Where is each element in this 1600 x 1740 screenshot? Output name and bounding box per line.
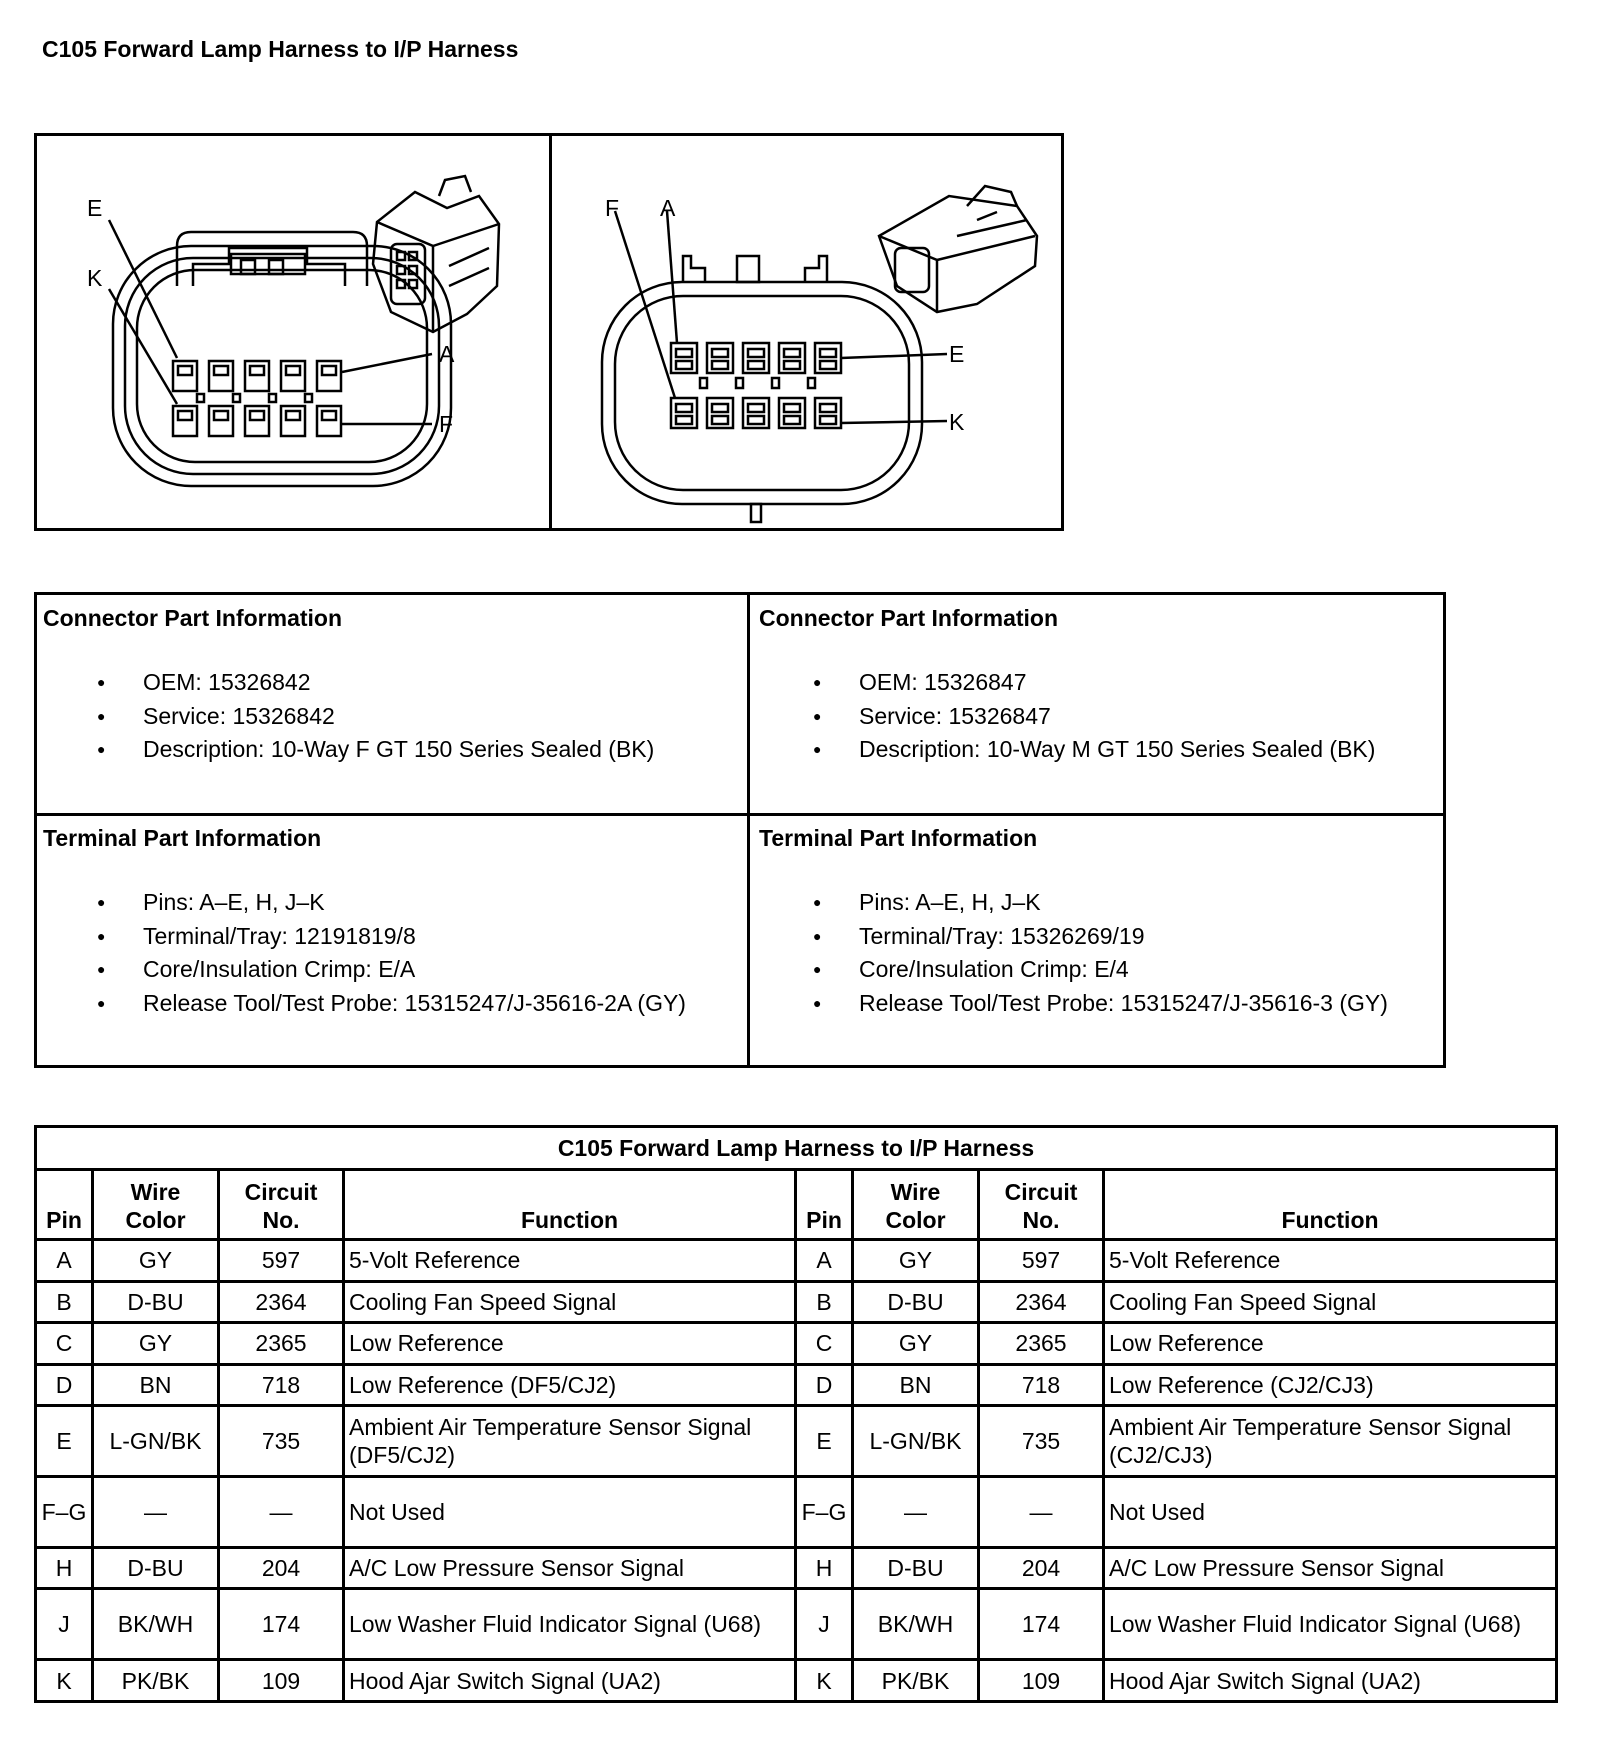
male-terminal-row-bottom bbox=[671, 398, 841, 428]
left-pin-cell: A bbox=[36, 1240, 93, 1282]
left-connector-info bbox=[43, 605, 654, 767]
header-wire-color: Wire Color bbox=[853, 1170, 979, 1240]
left-connector-item: ● Service: 15326842 bbox=[43, 700, 654, 734]
left-function-cell: Low Reference (DF5/CJ2) bbox=[344, 1364, 796, 1406]
left-circuit-cell: — bbox=[219, 1477, 344, 1548]
right-function-cell: A/C Low Pressure Sensor Signal bbox=[1104, 1547, 1557, 1589]
right-terminal-item: ● Terminal/Tray: 15326269/19 bbox=[759, 920, 1388, 954]
male-label-f: F bbox=[605, 195, 620, 221]
right-wire-color-cell: D-BU bbox=[853, 1281, 979, 1323]
right-function-cell: Cooling Fan Speed Signal bbox=[1104, 1281, 1557, 1323]
left-terminal-heading: Terminal Part Information bbox=[43, 825, 322, 851]
right-function-cell: Low Reference bbox=[1104, 1323, 1557, 1365]
right-terminal-item: ● Core/Insulation Crimp: E/4 bbox=[759, 953, 1388, 987]
right-connector-info bbox=[759, 605, 1375, 767]
right-function-cell: Low Washer Fluid Indicator Signal (U68) bbox=[1104, 1589, 1557, 1660]
right-pin-cell: A bbox=[796, 1240, 853, 1282]
left-terminal-item: ● Release Tool/Test Probe: 15315247/J-35616-2A (GY) bbox=[43, 987, 686, 1021]
left-circuit-cell: 109 bbox=[219, 1660, 344, 1702]
right-circuit-cell: 204 bbox=[979, 1547, 1104, 1589]
table-row bbox=[36, 1406, 1557, 1477]
left-pin-cell: K bbox=[36, 1660, 93, 1702]
header-circuit-no: Circuit No. bbox=[219, 1170, 344, 1240]
connector-diagrams bbox=[34, 133, 1064, 531]
left-pin-cell: B bbox=[36, 1281, 93, 1323]
right-circuit-cell: 718 bbox=[979, 1364, 1104, 1406]
right-function-cell: Low Reference (CJ2/CJ3) bbox=[1104, 1364, 1557, 1406]
table-row bbox=[36, 1240, 1557, 1282]
right-terminal-item: ● Pins: A–E, H, J–K bbox=[759, 886, 1388, 920]
right-connector-item: ● Service: 15326847 bbox=[759, 700, 1375, 734]
header-pin: Pin bbox=[796, 1170, 853, 1240]
table-row bbox=[36, 1323, 1557, 1365]
male-connector-iso-icon bbox=[879, 186, 1037, 312]
left-circuit-cell: 718 bbox=[219, 1364, 344, 1406]
right-wire-color-cell: BK/WH bbox=[853, 1589, 979, 1660]
left-wire-color-cell: PK/BK bbox=[93, 1660, 219, 1702]
table-row bbox=[36, 1589, 1557, 1660]
left-wire-color-cell: D-BU bbox=[93, 1281, 219, 1323]
left-circuit-cell: 597 bbox=[219, 1240, 344, 1282]
left-pin-cell: F–G bbox=[36, 1477, 93, 1548]
table-row bbox=[36, 1281, 1557, 1323]
left-wire-color-cell: GY bbox=[93, 1240, 219, 1282]
female-terminal-row-top bbox=[173, 361, 341, 391]
male-label-a: A bbox=[660, 195, 676, 221]
header-wire-color: Wire Color bbox=[93, 1170, 219, 1240]
right-pin-cell: E bbox=[796, 1406, 853, 1477]
left-function-cell: A/C Low Pressure Sensor Signal bbox=[344, 1547, 796, 1589]
right-wire-color-cell: GY bbox=[853, 1323, 979, 1365]
left-function-cell: Low Washer Fluid Indicator Signal (U68) bbox=[344, 1589, 796, 1660]
left-circuit-cell: 2364 bbox=[219, 1281, 344, 1323]
left-wire-color-cell: L-GN/BK bbox=[93, 1406, 219, 1477]
right-pin-cell: K bbox=[796, 1660, 853, 1702]
right-wire-color-cell: BN bbox=[853, 1364, 979, 1406]
header-function: Function bbox=[344, 1170, 796, 1240]
left-function-cell: Ambient Air Temperature Sensor Signal (DF5/CJ2) bbox=[344, 1406, 796, 1477]
left-connector-item: ● Description: 10-Way F GT 150 Series Sealed (BK) bbox=[43, 733, 654, 767]
right-circuit-cell: 2364 bbox=[979, 1281, 1104, 1323]
right-terminal-info bbox=[759, 825, 1388, 1020]
left-pin-cell: E bbox=[36, 1406, 93, 1477]
right-function-cell: Not Used bbox=[1104, 1477, 1557, 1548]
header-function: Function bbox=[1104, 1170, 1557, 1240]
pinout-table bbox=[34, 1125, 1558, 1703]
right-pin-cell: F–G bbox=[796, 1477, 853, 1548]
female-label-e: E bbox=[87, 195, 103, 221]
right-pin-cell: D bbox=[796, 1364, 853, 1406]
left-terminal-item: ● Pins: A–E, H, J–K bbox=[43, 886, 686, 920]
right-circuit-cell: 597 bbox=[979, 1240, 1104, 1282]
left-wire-color-cell: BN bbox=[93, 1364, 219, 1406]
left-circuit-cell: 204 bbox=[219, 1547, 344, 1589]
left-wire-color-cell: — bbox=[93, 1477, 219, 1548]
left-circuit-cell: 735 bbox=[219, 1406, 344, 1477]
header-circuit-no: Circuit No. bbox=[979, 1170, 1104, 1240]
right-terminal-heading: Terminal Part Information bbox=[759, 825, 1038, 851]
left-connector-item: ● OEM: 15326842 bbox=[43, 666, 654, 700]
right-pin-cell: B bbox=[796, 1281, 853, 1323]
left-terminal-item: ● Core/Insulation Crimp: E/A bbox=[43, 953, 686, 987]
right-connector-item: ● Description: 10-Way M GT 150 Series Sealed (BK) bbox=[759, 733, 1375, 767]
left-pin-cell: J bbox=[36, 1589, 93, 1660]
left-function-cell: Low Reference bbox=[344, 1323, 796, 1365]
male-label-e: E bbox=[949, 341, 965, 367]
left-pin-cell: C bbox=[36, 1323, 93, 1365]
left-pin-cell: D bbox=[36, 1364, 93, 1406]
part-information-grid bbox=[34, 592, 1446, 1068]
right-wire-color-cell: — bbox=[853, 1477, 979, 1548]
right-pin-cell: J bbox=[796, 1589, 853, 1660]
left-function-cell: 5-Volt Reference bbox=[344, 1240, 796, 1282]
left-function-cell: Not Used bbox=[344, 1477, 796, 1548]
left-circuit-cell: 2365 bbox=[219, 1323, 344, 1365]
right-connector-heading: Connector Part Information bbox=[759, 605, 1059, 631]
pinout-table-caption: C105 Forward Lamp Harness to I/P Harness bbox=[36, 1127, 1557, 1170]
left-pin-cell: H bbox=[36, 1547, 93, 1589]
right-circuit-cell: 2365 bbox=[979, 1323, 1104, 1365]
table-row bbox=[36, 1477, 1557, 1548]
page-title: C105 Forward Lamp Harness to I/P Harness bbox=[42, 36, 519, 62]
right-wire-color-cell: PK/BK bbox=[853, 1660, 979, 1702]
female-label-f: F bbox=[439, 411, 454, 437]
right-circuit-cell: 735 bbox=[979, 1406, 1104, 1477]
left-terminal-item: ● Terminal/Tray: 12191819/8 bbox=[43, 920, 686, 954]
table-row bbox=[36, 1547, 1557, 1589]
left-function-cell: Cooling Fan Speed Signal bbox=[344, 1281, 796, 1323]
female-terminal-row-bottom bbox=[173, 406, 341, 436]
left-wire-color-cell: GY bbox=[93, 1323, 219, 1365]
right-function-cell: 5-Volt Reference bbox=[1104, 1240, 1557, 1282]
header-pin: Pin bbox=[36, 1170, 93, 1240]
left-terminal-info bbox=[43, 825, 686, 1020]
right-terminal-item: ● Release Tool/Test Probe: 15315247/J-35616-3 (GY) bbox=[759, 987, 1388, 1021]
right-circuit-cell: 109 bbox=[979, 1660, 1104, 1702]
left-wire-color-cell: D-BU bbox=[93, 1547, 219, 1589]
right-pin-cell: C bbox=[796, 1323, 853, 1365]
right-circuit-cell: 174 bbox=[979, 1589, 1104, 1660]
female-label-a: A bbox=[439, 341, 455, 367]
connector-diagram-svg bbox=[37, 136, 1067, 534]
right-function-cell: Ambient Air Temperature Sensor Signal (CJ2/CJ3) bbox=[1104, 1406, 1557, 1477]
right-function-cell: Hood Ajar Switch Signal (UA2) bbox=[1104, 1660, 1557, 1702]
left-function-cell: Hood Ajar Switch Signal (UA2) bbox=[344, 1660, 796, 1702]
table-row bbox=[36, 1660, 1557, 1702]
female-label-k: K bbox=[87, 265, 103, 291]
right-wire-color-cell: L-GN/BK bbox=[853, 1406, 979, 1477]
right-wire-color-cell: GY bbox=[853, 1240, 979, 1282]
left-circuit-cell: 174 bbox=[219, 1589, 344, 1660]
male-terminal-row-top bbox=[671, 343, 841, 373]
table-row bbox=[36, 1364, 1557, 1406]
left-wire-color-cell: BK/WH bbox=[93, 1589, 219, 1660]
left-connector-heading: Connector Part Information bbox=[43, 605, 343, 631]
grid-vertical-divider bbox=[747, 595, 750, 1065]
male-label-k: K bbox=[949, 409, 965, 435]
right-wire-color-cell: D-BU bbox=[853, 1547, 979, 1589]
right-connector-item: ● OEM: 15326847 bbox=[759, 666, 1375, 700]
right-pin-cell: H bbox=[796, 1547, 853, 1589]
grid-horizontal-divider bbox=[37, 813, 1443, 816]
right-circuit-cell: — bbox=[979, 1477, 1104, 1548]
